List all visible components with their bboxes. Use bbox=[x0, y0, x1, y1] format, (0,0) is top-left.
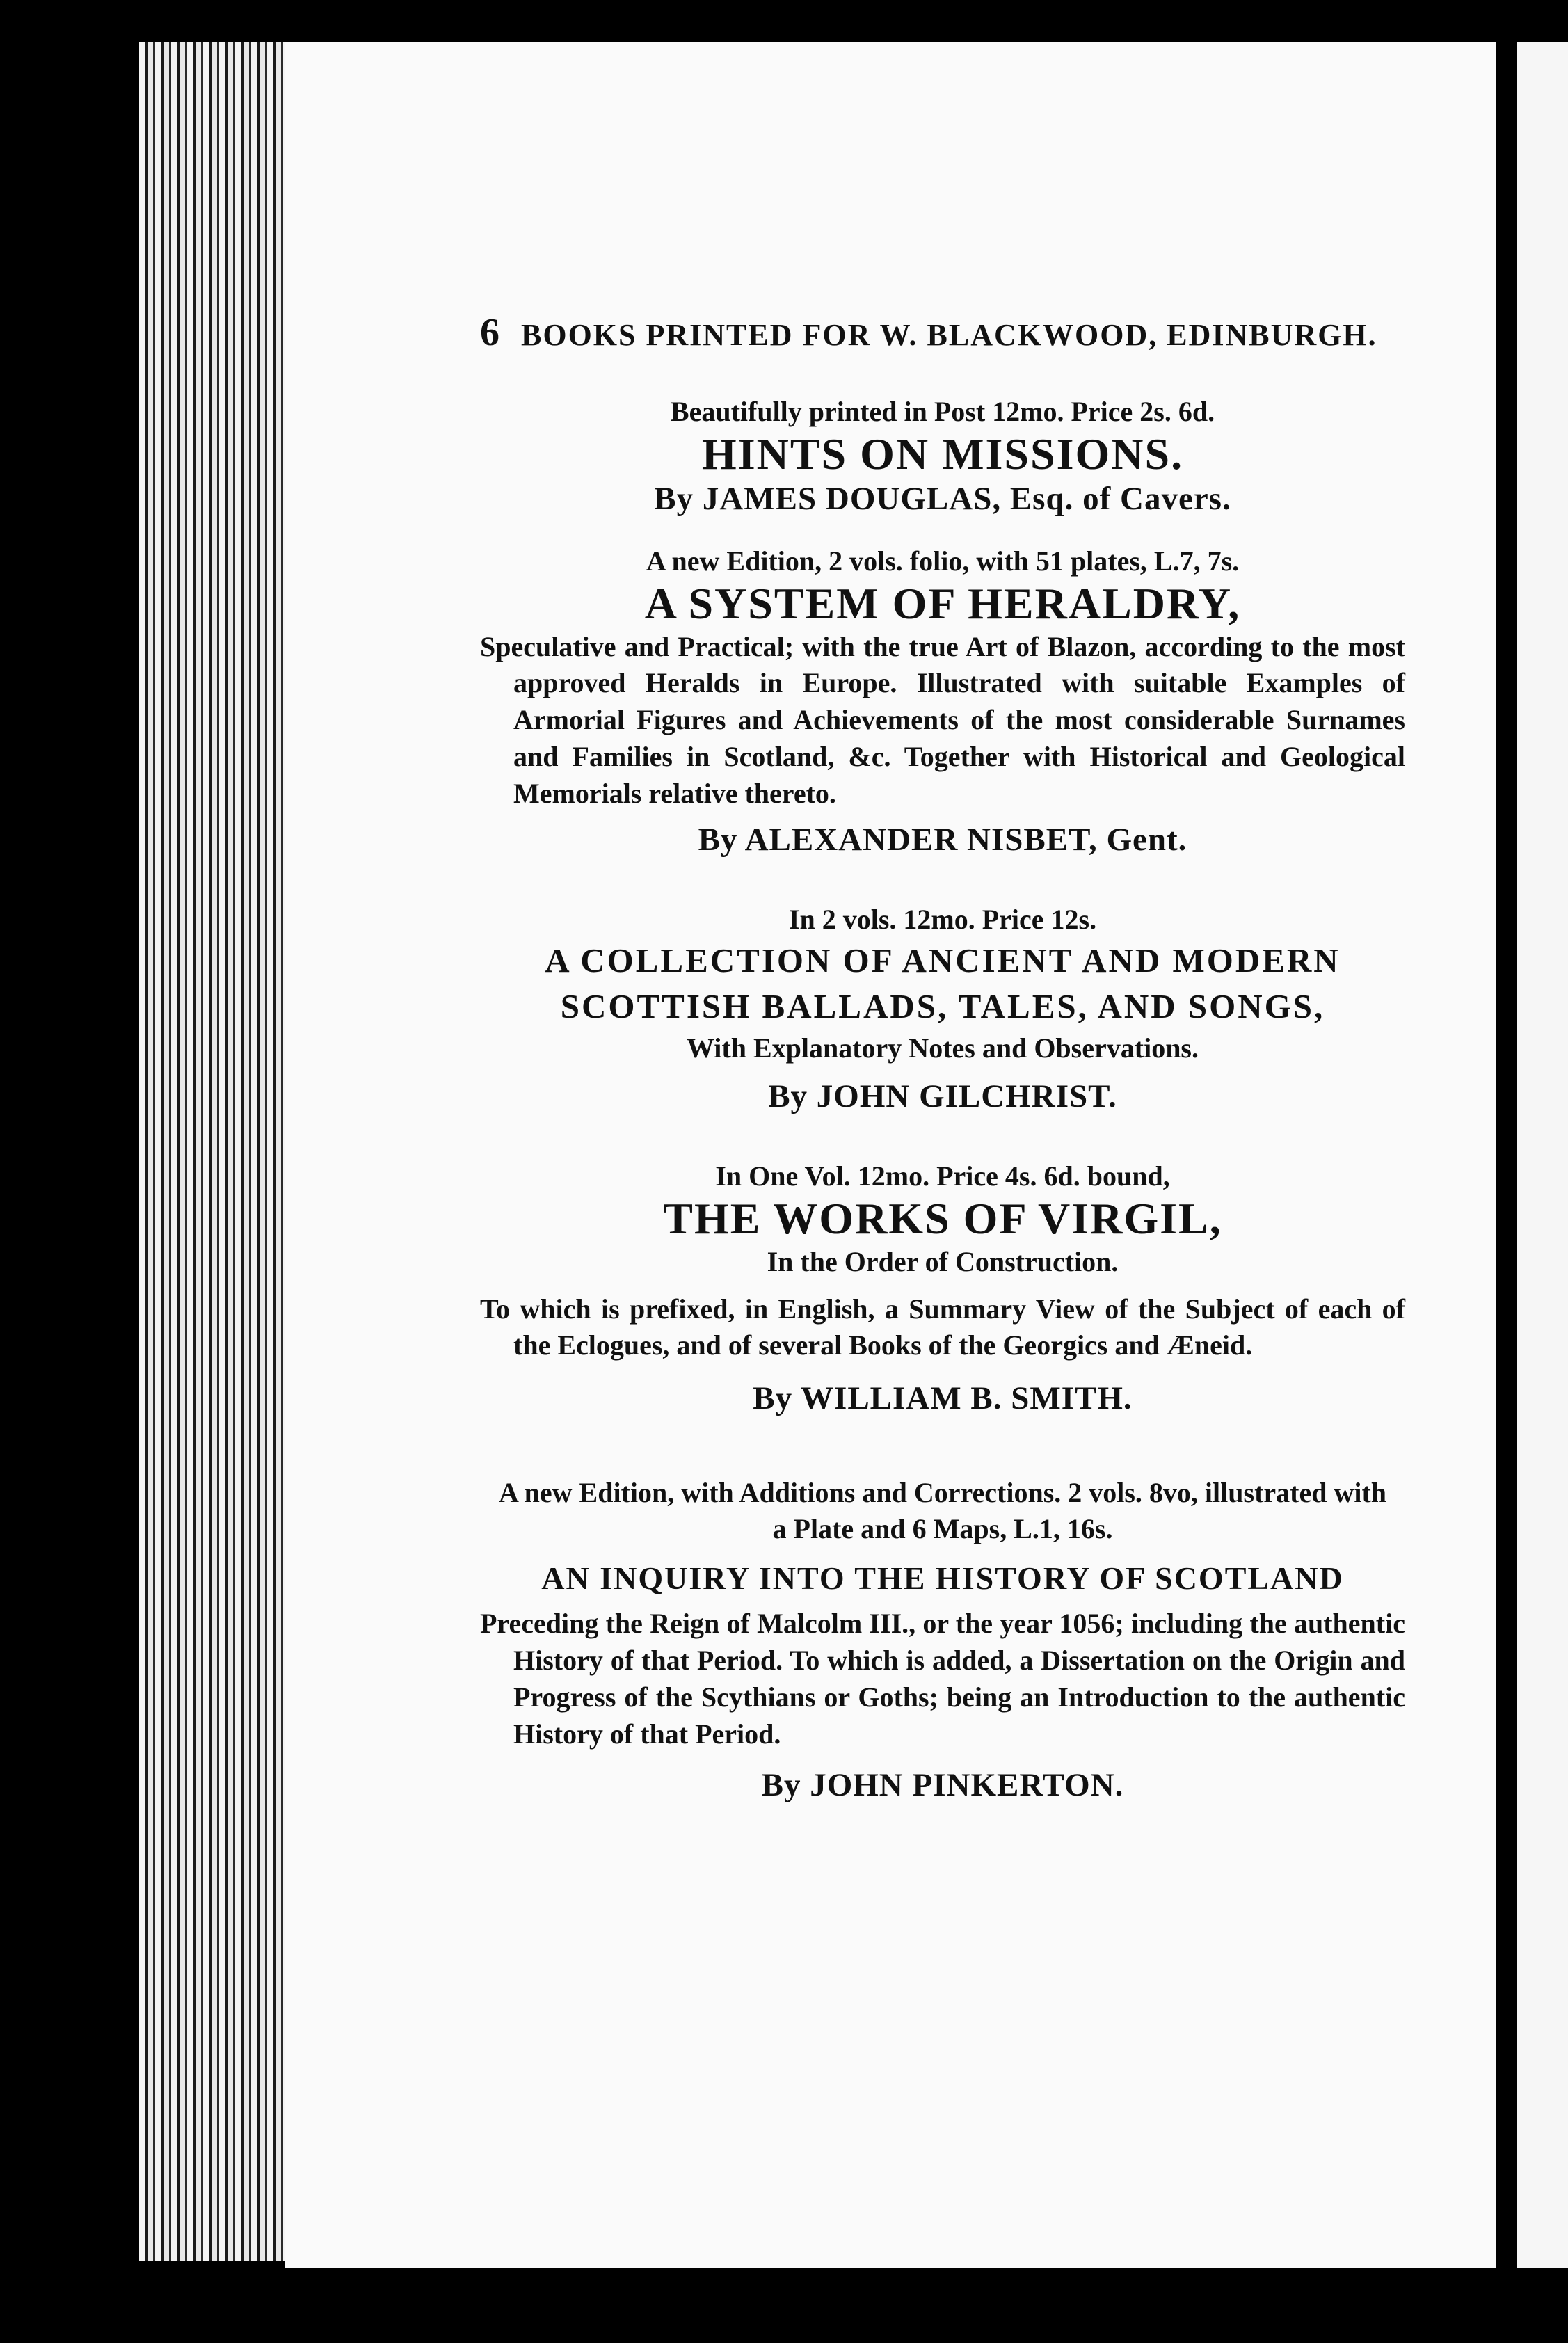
book-entry bbox=[480, 394, 1405, 520]
entry-title: HINTS ON MISSIONS. bbox=[701, 429, 1184, 479]
book-entry bbox=[480, 1475, 1405, 1806]
book-page bbox=[285, 42, 1496, 2268]
entry-author: By JOHN GILCHRIST. bbox=[768, 1078, 1117, 1114]
entry-author: By WILLIAM B. SMITH. bbox=[753, 1380, 1133, 1417]
running-header bbox=[480, 313, 1405, 352]
entry-description: Speculative and Practical; with the true Art of Blazon, according to the most approved Heralds in Europe. Illustrated with suitable Examples of Armorial Figures and Achievements of the most considerable Surnames and Families in Scotland, &c. Together with Historical and Geological Memorials relative thereto. bbox=[480, 630, 1405, 809]
book-entry bbox=[480, 543, 1405, 860]
entry-author: By JOHN PINKERTON. bbox=[761, 1767, 1124, 1804]
entry-title: THE WORKS OF VIRGIL, bbox=[663, 1194, 1222, 1244]
entry-price-line: A new Edition, with Additions and Corrections. 2 vols. 8vo, illustrated with a Plate and 6 Maps, L.1, 16s. bbox=[498, 1477, 1387, 1545]
header-title: BOOKS PRINTED FOR W. BLACKWOOD, EDINBURGH. bbox=[521, 318, 1377, 352]
entry-price-line: In One Vol. 12mo. Price 4s. 6d. bound, bbox=[715, 1160, 1170, 1192]
entry-title-line-1: A COLLECTION OF ANCIENT AND MODERN bbox=[545, 941, 1341, 980]
book-entry bbox=[480, 1158, 1405, 1419]
entry-author: By ALEXANDER NISBET, Gent. bbox=[698, 821, 1187, 858]
entry-title: A SYSTEM OF HERALDRY, bbox=[644, 579, 1241, 629]
entry-price-line: In 2 vols. 12mo. Price 12s. bbox=[788, 904, 1097, 936]
entry-title-line-2: SCOTTISH BALLADS, TALES, AND SONGS, bbox=[560, 987, 1325, 1026]
entry-title: AN INQUIRY INTO THE HISTORY OF SCOTLAND bbox=[541, 1560, 1344, 1597]
entry-subtitle: In the Order of Construction. bbox=[767, 1245, 1119, 1277]
entry-author: By JAMES DOUGLAS, Esq. of Cavers. bbox=[654, 481, 1231, 518]
book-entry bbox=[480, 902, 1405, 1117]
next-page-edge bbox=[1517, 42, 1568, 2268]
entry-description: To which is prefixed, in English, a Summary View of the Subject of each of the Eclogues, and of several Books of the Georgics and Æneid. bbox=[480, 1293, 1405, 1361]
page-content bbox=[480, 313, 1405, 1806]
entry-price-line: Beautifully printed in Post 12mo. Price 2s. 6d. bbox=[670, 396, 1215, 427]
entry-price-line: A new Edition, 2 vols. folio, with 51 plates, L.7, 7s. bbox=[646, 545, 1240, 577]
entry-description: Preceding the Reign of Malcolm III., or the year 1056; including the authentic History of that Period. To which is added, a Dissertation on the Origin and Progress of the Scythians or Goths; being an Introduction to the authentic History of that Period. bbox=[480, 1608, 1405, 1750]
page-number: 6 bbox=[480, 311, 500, 354]
page-edges bbox=[139, 42, 299, 2261]
entry-subtitle: With Explanatory Notes and Observations. bbox=[686, 1032, 1199, 1064]
